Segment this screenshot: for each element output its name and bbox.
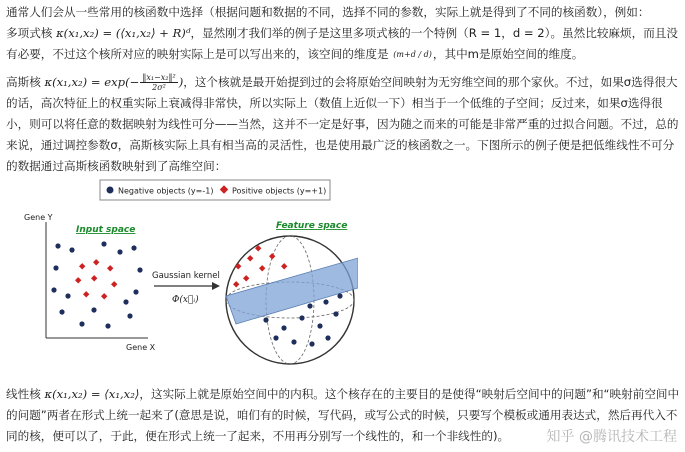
gaussian-kernel-label: 高斯核 [6,75,45,89]
pos-point [91,275,97,281]
neg-point [333,311,338,316]
pos-point [281,263,287,269]
feature-space-title: Feature space [276,221,348,231]
axis-y-label: Gene Y [24,213,53,222]
neg-point [131,245,136,250]
neg-point [127,313,132,318]
neg-point [273,335,278,340]
neg-point [59,309,64,314]
linear-kernel-label: 线性核 [6,387,45,401]
paragraph-gaussian-kernel [6,72,682,177]
paragraph-kernel-intro [6,2,682,65]
neg-point [65,293,70,298]
poly-kernel-tail: ，其中m是原始空间的维度。 [432,47,584,61]
pos-point [269,253,275,259]
neg-point [117,249,122,254]
pos-point [243,275,249,281]
pos-point [233,281,239,287]
binom-top: m+d [396,50,416,59]
neg-point [291,339,296,344]
kernel-label: Gaussian kernel [152,271,220,281]
neg-point [281,325,286,330]
intro-text: 通常人们会从一些常用的核函数中选择（根据问题和数据的不同，选择不同的参数，实际上就是得到了不同的核函数），例如： [6,5,650,19]
legend-positive-label: Positive objects (y=+1) [232,186,327,196]
neg-point [317,323,322,328]
poly-kernel-desc: ，显然刚才我们举的例子是这里多项式核的一个特例（R = 1，d = 2）。虽然比较麻烦，而且没有必要，不过这个核所对应的映射实际上是可以写出来的，该空间的维度是 [6,26,678,61]
gaussian-fraction [140,73,177,92]
neg-point [101,241,106,246]
neg-point [309,341,314,346]
figure-svg [8,178,358,382]
legend-negative-marker [107,187,114,194]
axis-x-label: Gene X [126,343,156,352]
neg-point [323,299,328,304]
fraction-denominator: 2σ² [152,83,166,92]
mapping-arrow-head [212,282,220,290]
neg-point [307,303,312,308]
poly-kernel-label: 多项式核 [6,26,57,40]
pos-point [83,291,89,297]
neg-point [325,335,330,340]
neg-point [55,243,60,248]
gaussian-formula-left: κ(x₁,x₂) = exp(− [44,75,140,89]
neg-point [105,323,110,328]
neg-point [133,289,138,294]
neg-point [137,267,142,272]
binomial-coefficient: (m+d / d) [393,50,432,59]
pos-point [79,263,85,269]
neg-point [123,299,128,304]
neg-point [91,307,96,312]
neg-point [337,293,342,298]
neg-point [263,317,268,322]
pos-point [247,255,253,261]
neg-point [299,315,304,320]
neg-point [53,265,58,270]
linear-kernel-desc: ，这实际上就是原始空间中的内积。这个核存在的主要目的是使得“映射后空间中的问题”和“映射前空间中的问题”两者在形式上统一起来了(意思是说，咱们有的时候，写代码，或写公式的时候，只要写个模板或通用表达式，然后再代入不同的核，便可以了，于此，便在形式上统一了起来，不用再分别写一个线性的，和一个非线性的)。 [6,387,680,443]
pos-point [75,277,81,283]
input-space-title: Input space [76,225,136,235]
neg-point [69,247,74,252]
pos-point [111,281,117,287]
gaussian-formula-right: ) [178,75,184,89]
neg-point [51,287,56,292]
kernel-mapping-figure [8,178,358,382]
pos-point [107,265,113,271]
input-points [51,241,142,328]
fraction-numerator: ‖x₁−x₂‖² [142,73,176,82]
poly-kernel-formula: κ(x₁,x₂) = (⟨x₁,x₂⟩ + R)ᵈ [56,26,191,40]
pos-point [93,259,99,265]
pos-point [259,265,265,271]
pos-point [101,293,107,299]
binom-bottom: d [423,50,429,59]
neg-point [79,321,84,326]
watermark: 知乎 @腾讯技术工程 [546,429,677,445]
linear-kernel-formula: κ(x₁,x₂) = ⟨x₁,x₂⟩ [44,387,140,401]
phi-label: Φ(x⃗ᵢ) [172,295,199,305]
pos-point [235,263,241,269]
gaussian-kernel-desc: ，这个核就是最开始提到过的会将原始空间映射为无穷维空间的那个家伙。不过，如果σ选得很大的话，高次特征上的权重实际上衰减得非常快，所以实际上（数值上近似一下）相当于一个低维的子空间；反过来，如果σ选得很小，则可以将任意的数据映射为线性可分——当然，这并不一定是好事，因为随之而来的可能是非常严重的过拟合问题。不过，总的来说，通过调控参数σ，高斯核实际上具有相当高的灵活性，也是使用最广泛的核函数之一。下图所示的例子便是把低维线性不可分的数据通过高斯核函数映射到了高维空间： [6,75,679,173]
legend-negative-label: Negative objects (y=-1) [118,186,214,196]
